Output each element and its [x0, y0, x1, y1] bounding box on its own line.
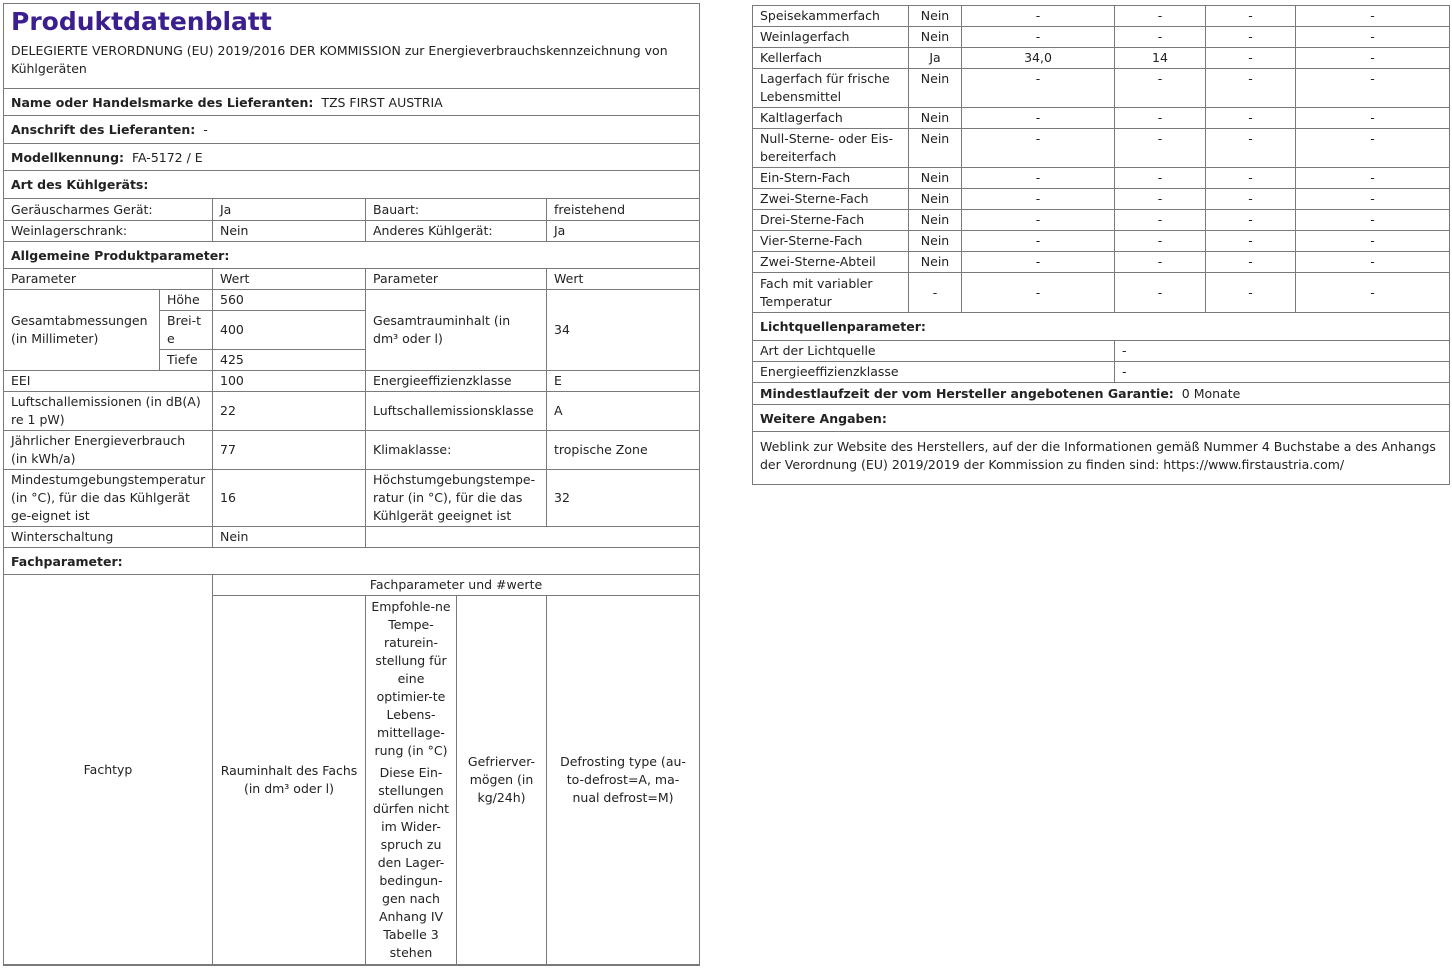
compartment-freeze: - — [1206, 69, 1296, 108]
compartment-volume: - — [962, 69, 1115, 108]
defrost-header: Defrosting type (au-to-defrost=A, ma-nual defrost=M) — [547, 596, 700, 965]
param-name: Luftschallemissionsklasse — [366, 392, 547, 431]
compartment-freeze: - — [1206, 168, 1296, 189]
compartment-volume: - — [962, 210, 1115, 231]
compartment-name: Vier-Sterne-Fach — [753, 231, 909, 252]
param-value: tropische Zone — [547, 431, 700, 470]
compartment-name: Kaltlagerfach — [753, 108, 909, 129]
light-value: - — [1115, 362, 1450, 383]
volume-label: Gesamtrauminhalt (in dm³ oder l) — [366, 290, 547, 371]
light-row — [753, 341, 1450, 362]
volume-value: 34 — [547, 290, 700, 371]
compartment-defrost: - — [1296, 129, 1450, 168]
type-heading: Art des Kühlgeräts: — [11, 177, 149, 192]
compartment-defrost: - — [1296, 6, 1450, 27]
supplier-value: TZS FIRST AUSTRIA — [321, 94, 443, 110]
light-row — [753, 362, 1450, 383]
compartment-row — [753, 6, 1450, 27]
param-row — [4, 371, 700, 392]
param-value: 32 — [547, 470, 700, 527]
compartment-present: Nein — [909, 129, 962, 168]
compartment-temp: - — [1115, 108, 1206, 129]
compartment-defrost: - — [1296, 108, 1450, 129]
compartment-present: Nein — [909, 27, 962, 48]
winter-row — [4, 527, 700, 548]
datasheet-right-panel — [752, 5, 1450, 485]
param-name: Klimaklasse: — [366, 431, 547, 470]
param-header-row — [4, 269, 700, 290]
compartment-row — [753, 210, 1450, 231]
compartment-name: Kellerfach — [753, 48, 909, 69]
address-value: - — [203, 122, 208, 137]
compartment-temp: - — [1115, 189, 1206, 210]
param-value: E — [547, 371, 700, 392]
compartment-present: Ja — [909, 48, 962, 69]
model-row — [4, 144, 699, 171]
compartment-temp: - — [1115, 210, 1206, 231]
compartment-volume: 34,0 — [962, 48, 1115, 69]
type-table — [3, 198, 700, 242]
param-value: 100 — [213, 371, 366, 392]
compartment-row — [753, 273, 1450, 313]
height-value: 560 — [213, 290, 366, 311]
compartment-temp: - — [1115, 252, 1206, 273]
compartment-row — [753, 129, 1450, 168]
compartment-volume: - — [962, 273, 1115, 313]
compartment-present: Nein — [909, 168, 962, 189]
dimensions-label: Gesamtabmessungen (in Millimeter) — [4, 290, 160, 371]
compartment-defrost: - — [1296, 48, 1450, 69]
address-label: Anschrift des Lieferanten: — [11, 122, 196, 137]
volume-header: Rauminhalt des Fachs (in dm³ oder l) — [213, 596, 366, 965]
compartment-defrost: - — [1296, 27, 1450, 48]
value-header: Wert — [213, 269, 366, 290]
compartments-table — [752, 5, 1450, 313]
compartment-freeze: - — [1206, 273, 1296, 313]
light-label: Energieeffizienzklasse — [753, 362, 1115, 383]
fachtyp-header: Fachtyp — [4, 575, 213, 965]
general-params-table — [3, 268, 700, 548]
param-name: Höchstumgebungstempe-ratur (in °C), für die das Kühlgerät geeignet ist — [366, 470, 547, 527]
winter-label: Winterschaltung — [4, 527, 213, 548]
compartment-name: Lagerfach für frische Lebensmittel — [753, 69, 909, 108]
address-row — [4, 116, 699, 144]
param-value: 16 — [213, 470, 366, 527]
param-name: Energieeffizienzklasse — [366, 371, 547, 392]
regulation-intro: DELEGIERTE VERORDNUNG (EU) 2019/2016 DER KOMMISSION zur Energieverbrauchskennzeichnung von Kühlgeräten — [4, 38, 699, 89]
more-heading: Weitere Angaben: — [753, 405, 1449, 432]
compartment-temp: - — [1115, 231, 1206, 252]
compartment-defrost: - — [1296, 168, 1450, 189]
compartment-row — [753, 231, 1450, 252]
compartment-present: Nein — [909, 189, 962, 210]
param-header: Parameter — [366, 269, 547, 290]
compartment-freeze: - — [1206, 27, 1296, 48]
warranty-value: 0 Monate — [1181, 386, 1241, 401]
compartment-volume: - — [962, 6, 1115, 27]
supplier-label: Name oder Handelsmarke des Lieferanten: — [11, 94, 314, 110]
param-value: 77 — [213, 431, 366, 470]
param-value: A — [547, 392, 700, 431]
depth-label: Tiefe — [160, 350, 213, 371]
fach-heading: Fachparameter: — [4, 548, 699, 575]
compartment-name: Null-Sterne- oder Eis-bereiterfach — [753, 129, 909, 168]
type-value: Ja — [547, 221, 700, 242]
compartment-temp: - — [1115, 69, 1206, 108]
compartment-temp: 14 — [1115, 48, 1206, 69]
compartment-present: Nein — [909, 231, 962, 252]
compartment-freeze: - — [1206, 252, 1296, 273]
compartment-freeze: - — [1206, 189, 1296, 210]
compartment-defrost: - — [1296, 252, 1450, 273]
compartment-temp: - — [1115, 273, 1206, 313]
param-header: Parameter — [4, 269, 213, 290]
temp-header: Empfohle-ne Tempe-raturein-stellung für eine optimier-te Lebens-mittellage-rung (in °C) — [371, 599, 451, 758]
compartment-defrost: - — [1296, 69, 1450, 108]
light-heading: Lichtquellenparameter: — [753, 313, 1449, 341]
temp-header-cell — [366, 596, 457, 965]
compartment-present: Nein — [909, 6, 962, 27]
empty-cell — [366, 527, 700, 548]
param-name: Jährlicher Energieverbrauch (in kWh/a) — [4, 431, 213, 470]
compartment-freeze: - — [1206, 210, 1296, 231]
compartment-name: Zwei-Sterne-Abteil — [753, 252, 909, 273]
compartment-volume: - — [962, 129, 1115, 168]
compartment-present: Nein — [909, 210, 962, 231]
type-value: Nein — [213, 221, 366, 242]
type-row — [4, 221, 700, 242]
compartment-volume: - — [962, 27, 1115, 48]
width-value: 400 — [213, 311, 366, 350]
compartment-name: Fach mit variabler Temperatur — [753, 273, 909, 313]
compartment-present: - — [909, 273, 962, 313]
width-label: Brei-te — [160, 311, 213, 350]
compartment-present: Nein — [909, 69, 962, 108]
type-param: Weinlagerschrank: — [4, 221, 213, 242]
param-row — [4, 470, 700, 527]
light-table — [752, 340, 1450, 383]
type-param: Anderes Kühlgerät: — [366, 221, 547, 242]
height-label: Höhe — [160, 290, 213, 311]
compartment-volume: - — [962, 168, 1115, 189]
type-param: Bauart: — [366, 199, 547, 221]
compartment-name: Zwei-Sterne-Fach — [753, 189, 909, 210]
param-row — [4, 431, 700, 470]
temp-note: Diese Ein-stellungen dürfen nicht im Wider-spruch zu den Lager-bedingun-gen nach Anhang IV Tabelle 3 stehen — [372, 765, 450, 960]
model-value: FA-5172 / E — [131, 149, 203, 165]
general-heading: Allgemeine Produktparameter: — [4, 242, 699, 269]
compartment-row — [753, 108, 1450, 129]
light-value: - — [1115, 341, 1450, 362]
compartment-row — [753, 69, 1450, 108]
light-label: Art der Lichtquelle — [753, 341, 1115, 362]
param-value: 22 — [213, 392, 366, 431]
compartment-name: Drei-Sterne-Fach — [753, 210, 909, 231]
fach-group-row — [4, 575, 700, 596]
type-row — [4, 199, 700, 221]
dimension-row — [4, 290, 700, 311]
value-header: Wert — [547, 269, 700, 290]
compartment-name: Weinlagerfach — [753, 27, 909, 48]
page-title: Produktdatenblatt — [11, 7, 272, 36]
compartment-temp: - — [1115, 129, 1206, 168]
compartment-freeze: - — [1206, 6, 1296, 27]
compartment-temp: - — [1115, 168, 1206, 189]
compartment-temp: - — [1115, 6, 1206, 27]
param-row — [4, 392, 700, 431]
model-label: Modellkennung: — [11, 149, 125, 165]
compartment-defrost: - — [1296, 231, 1450, 252]
compartment-freeze: - — [1206, 48, 1296, 69]
compartment-row — [753, 48, 1450, 69]
compartment-volume: - — [962, 108, 1115, 129]
warranty-row — [753, 383, 1449, 405]
compartment-freeze: - — [1206, 108, 1296, 129]
param-name: Mindestumgebungstemperatur (in °C), für die das Kühlgerät ge-eignet ist — [4, 470, 213, 527]
compartment-temp: - — [1115, 27, 1206, 48]
compartment-row — [753, 168, 1450, 189]
compartment-present: Nein — [909, 252, 962, 273]
param-name: EEI — [4, 371, 213, 392]
compartment-row — [753, 27, 1450, 48]
freeze-header: Gefrierver-mögen (in kg/24h) — [457, 596, 547, 965]
winter-value: Nein — [213, 527, 366, 548]
compartment-freeze: - — [1206, 231, 1296, 252]
param-name: Luftschallemissionen (in dB(A) re 1 pW) — [4, 392, 213, 431]
warranty-label: Mindestlaufzeit der vom Hersteller angebotenen Garantie: — [760, 386, 1174, 401]
compartment-defrost: - — [1296, 273, 1450, 313]
compartment-name: Speisekammerfach — [753, 6, 909, 27]
compartment-freeze: - — [1206, 129, 1296, 168]
supplier-row — [4, 89, 699, 116]
fach-header-table — [3, 574, 700, 965]
compartment-defrost: - — [1296, 189, 1450, 210]
compartment-volume: - — [962, 252, 1115, 273]
datasheet-left-panel — [3, 3, 700, 966]
compartment-volume: - — [962, 231, 1115, 252]
type-param: Geräuscharmes Gerät: — [4, 199, 213, 221]
compartment-present: Nein — [909, 108, 962, 129]
type-value: freistehend — [547, 199, 700, 221]
depth-value: 425 — [213, 350, 366, 371]
compartment-row — [753, 252, 1450, 273]
compartment-name: Ein-Stern-Fach — [753, 168, 909, 189]
compartment-defrost: - — [1296, 210, 1450, 231]
weblink-text: Weblink zur Website des Herstellers, auf der die Informationen gemäß Nummer 4 Buchstabe a des Anhangs der Verordnung (EU) 2019/2019 der Kommission zu finden sind: https://www.firstaustria.com/ — [760, 439, 1436, 472]
fach-group-header: Fachparameter und #werte — [213, 575, 700, 596]
compartment-row — [753, 189, 1450, 210]
type-value: Ja — [213, 199, 366, 221]
compartment-volume: - — [962, 189, 1115, 210]
